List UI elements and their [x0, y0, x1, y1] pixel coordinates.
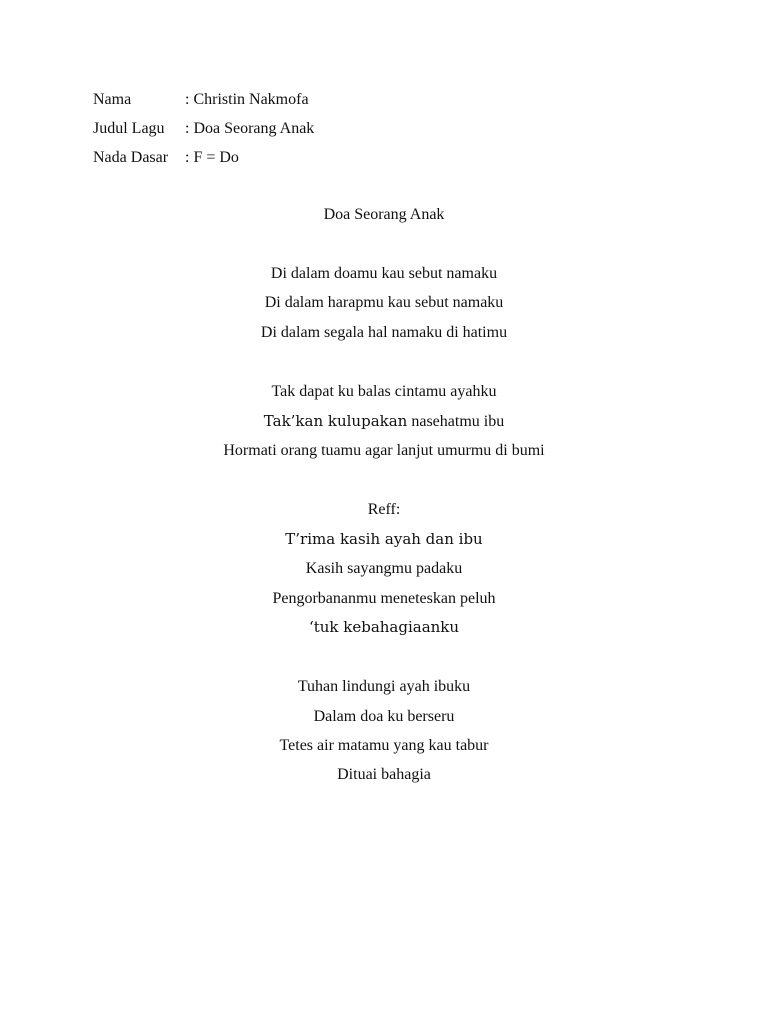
song-title: Doa Seorang Anak: [323, 206, 445, 223]
lyric-line: T’rima kasih ayah dan ibu: [285, 529, 483, 548]
lyric-fragment: Tak’kan kulupakan: [263, 411, 408, 430]
stanza-1: [0, 259, 768, 347]
lyric-line: Dituai bahagia: [337, 766, 431, 784]
lyric-line: Di dalam harapmu kau sebut namaku: [264, 294, 504, 312]
lyric-line: Di dalam doamu kau sebut namaku: [270, 265, 498, 282]
reff-label: Reff:: [367, 501, 401, 519]
lyric-line: Dalam doa ku berseru: [313, 707, 455, 725]
info-label: Nada Dasar: [93, 149, 169, 166]
lyric-line: Tuhan lindungi ayah ibuku: [297, 678, 471, 696]
lyric-line: ‘tuk kebahagiaanku: [308, 617, 460, 636]
info-row-nama: [93, 85, 314, 114]
lyric-line: Pengorbananmu meneteskan peluh: [272, 589, 496, 607]
song-lyrics: [0, 200, 768, 820]
info-label: Judul Lagu: [93, 120, 165, 137]
info-value: : Doa Seorang Anak: [185, 120, 315, 137]
lyric-line: Tak dapat ku balas cintamu ayahku: [271, 383, 497, 401]
info-row-judul-lagu: [93, 114, 314, 143]
lyric-line: Tetes air matamu yang kau tabur: [279, 737, 489, 755]
reff: [0, 495, 768, 642]
lyric-line: Di dalam segala hal namaku di hatimu: [260, 323, 508, 341]
lyric-line: [0, 407, 768, 436]
info-row-nada-dasar: [93, 143, 314, 172]
lyric-line: Hormati orang tuamu agar lanjut umurmu di bumi: [223, 441, 545, 459]
stanza-2: [0, 377, 768, 465]
info-label: Nama: [93, 91, 132, 108]
song-info: [93, 85, 314, 172]
lyric-fragment: nasehatmu ibu: [407, 412, 505, 430]
info-value: : F = Do: [185, 149, 239, 166]
stanza-3: [0, 672, 768, 790]
lyric-line: Kasih sayangmu padaku: [305, 560, 463, 578]
info-value: : Christin Nakmofa: [185, 91, 309, 108]
